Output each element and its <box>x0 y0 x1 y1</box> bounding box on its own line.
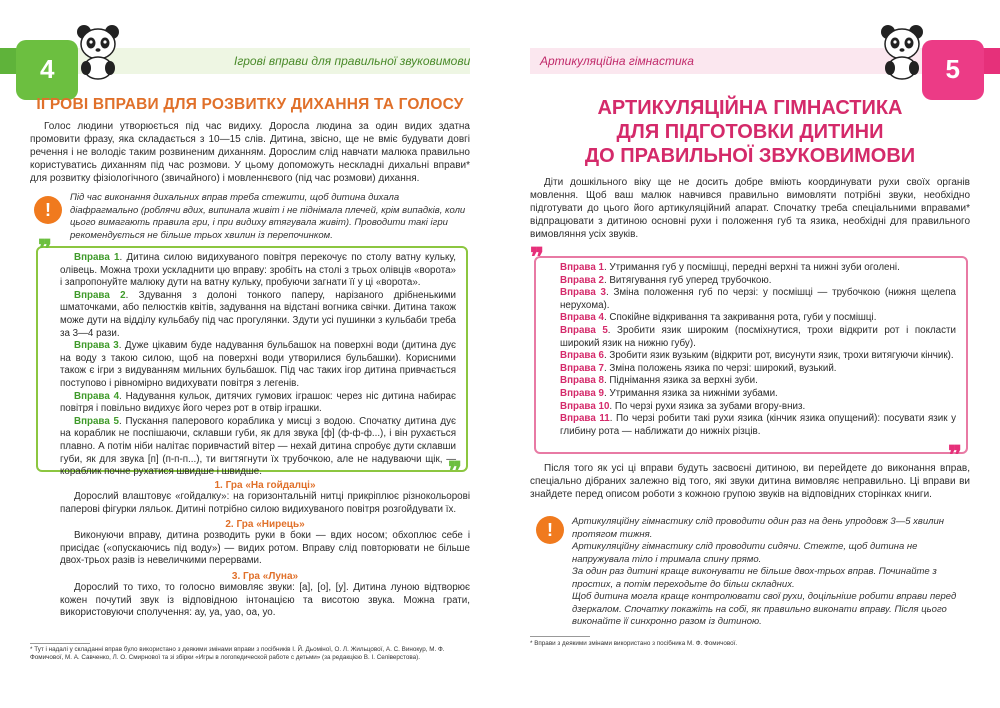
exercise-list <box>60 252 456 479</box>
footnote-divider <box>530 636 590 637</box>
header-title: Артикуляційна гімнастика <box>540 54 694 68</box>
warning-icon: ! <box>536 516 564 544</box>
exercise-item: Вправа 3. Зміна положення губ по черзі: у посмішці — трубочкою (нижня щелепа нерухома). <box>560 287 956 311</box>
exercise-item: Вправа 7. Зміна положень язика по черзі: широкий, вузький. <box>560 362 837 374</box>
note-item: Артикуляційну гімнастику слід проводити сидячи. Стежте, щоб дитина не напружувала тіло і тримала спину прямо. <box>572 541 918 565</box>
exercise-item: Вправа 3. Дуже цікавим буде надування бульбашок на поверхні води (дитина дує на воду з такою силою, щоб на поверхні води утворилися бульбашки). Корисними також є ігри з видуванням мильних бульбашок. Під час таких ігор дитина привчається поступово і рівномірно видихувати повітря з легенів. <box>60 340 456 389</box>
title-line: АРТИКУЛЯЦІЙНА ГІМНАСТИКА <box>597 97 903 119</box>
game-title: 3. Гра «Луна» <box>231 570 299 582</box>
exercise-item: Вправа 11. По черзі робити такі рухи язика (кінчик язика опущений): посувати язик у глибину рота — наближати до нижніх різців. <box>560 413 957 437</box>
game-text: Виконуючи вправу, дитина розводить руки в боки — вдих носом; обхоплює себе і присідає («опускаючись під воду») — видих ротом. Вправу слід повторювати не більше двох-трьох разів із невеличкими перервами. <box>60 530 470 567</box>
after-paragraph <box>530 462 970 501</box>
after-text: Після того як усі ці вправи будуть засвоєні дитиною, ви перейдете до виконання вправ, спеціально дібраних залежно від того, які звуки дитина вимовляє неправильно. Ці вправи ви знайдете перед описом роботи з кожною групою звуків на відповідних сторінках книги. <box>530 463 970 500</box>
panda-icon <box>878 22 926 80</box>
exercise-item: Вправа 6. Зробити язик вузьким (відкрити рот, висунути язик, трохи витягуючи кінчик). <box>560 350 954 362</box>
game-title: 2. Гра «Нирець» <box>225 519 305 531</box>
exercise-item: Вправа 10. По черзі рухи язика за зубами вгору-вниз. <box>560 400 806 412</box>
exercise-item: Вправа 1. Дитина силою видихуваного повітря перекочує по столу ватну кульку, олівець. Можна трохи ускладнити цю вправу: зробіть на столі з трьох олівців «ворота» і запропонуйте малюку дути на ватну кульку, пробуючи загнати її у ці «ворота». <box>60 252 456 289</box>
exercise-item: Вправа 2. Здування з долоні тонкого паперу, нарізаного дрібненькими шматочками, або пелюстків квітів, задування на відстані вогника свічки. Дитина також може дути на відділу кульбабу під час прогулянки. Здути усі пушинки з кульбаби треба за 3—4 рази. <box>60 289 456 339</box>
page-number: 5 <box>945 54 960 84</box>
panda-icon <box>74 22 122 80</box>
section-title: ІГРОВІ ВПРАВИ ДЛЯ РОЗВИТКУ ДИХАННЯ ТА ГОЛОСУ <box>36 96 464 113</box>
exercise-item: Вправа 9. Утримання язика за нижніми зубами. <box>560 387 778 399</box>
exercise-item: Вправа 2. Витягування губ уперед трубочкою. <box>560 274 772 286</box>
footnote: * Тут і надалі у складанні вправ було використано з деякими змінами вправи з посібників І. Й. Дьоміної, О. Л. Жильцової, А. С. Винокур, М. Ф. Фомичової, М. А. Савченко, Л. О. Смирнової та зі збірки «Игры в логопедической работе с детьми» (за редакцією В. І. Селіверстова). <box>30 646 445 662</box>
exercise-item: Вправа 4. Спокійне відкривання та закривання рота, губи у посмішці. <box>560 312 877 324</box>
gymnastics-notes <box>572 516 970 629</box>
intro-text: Діти дошкільного віку ще не досить добре вміють координувати рухи своїх органів мовлення. Щоб ваш малюк навчився правильно вимовляти потрібні звуки, необхідно підготувати до цього його артикуляційний апарат. Спочатку треба спеціальними вправами* відпрацювати з дитиною основні рухи і положення губ та язика, необхідні для правильного вимовляння усіх звуків. <box>530 177 970 240</box>
footnote: * Вправи з деякими змінами використано з посібника М. Ф. Фомичової. <box>530 640 738 647</box>
section-title <box>560 96 940 168</box>
quote-open-icon: ❞ <box>38 235 52 264</box>
exercise-item: Вправа 8. Піднімання язика за верхні зуби. <box>560 375 758 387</box>
game-text: Дорослий то тихо, то голосно вимовляє звуки: [а], [о], [у]. Дитина луною відтворює кожен почутий звук із відповідною інтонацією та висотою звука. Можна грати, використовуючи сполучення: ау, уа, уао, оа, уо. <box>60 581 470 619</box>
note-item: Щоб дитина могла краще контролювати свої рухи, доцільніше робити вправи перед дзеркалом. Спочатку покажіть на собі, як правильно виконати вправу. Після цього виконайте її синхронно разом із дитиною. <box>572 591 957 627</box>
intro-paragraph <box>530 176 970 241</box>
footnote-divider <box>30 643 90 644</box>
quote-close-icon: ❞ <box>448 457 462 486</box>
header-title: Ігрові вправи для правильної звуковимови <box>234 54 471 68</box>
note-item: За один раз дитині краще виконувати не більше двох-трьох вправ. Починайте з простих, а потім переходьте до більш складних. <box>572 566 937 590</box>
breathing-note: Під час виконання дихальних вправ треба стежити, щоб дитина дихала діафрагмально (роблячи вдих, випинала живіт і не піднімала плечей, крім випадків, коли цього вимагають правила гри, і при видиху втягувала живіт). Проводити такі ігри рекомендується не більше трьох хвилин із перепочинком. <box>70 192 466 241</box>
intro-text: Голос людини утворюється під час видиху. Доросла людина за один видих здатна промовити фразу, яка складається з 10—15 слів. Дитина, звісно, ще не вміє будувати довгі речення і не володіє таким розвиненим диханням. Дорослим слід навчати малюка правильно користуватись диханням під час розмови. У цьому допоможуть нескладні дихальні вправи* для розвитку фізіологічного (звичайного) і мовленнєвого (під час розмови) дихання. <box>30 121 470 184</box>
game-text: Дорослий влаштовує «гойдалку»: на горизонтальній нитці прикріплює різнокольорові паперові фігурки ляльок. Дитині потрібно силою видихуваного повітря розгойдувати їх. <box>60 491 470 515</box>
right-page <box>500 0 1000 708</box>
games-list <box>60 480 470 620</box>
note-item: Артикуляційну гімнастику слід проводити один раз на день упродовж 3—5 хвилин протягом тижня. <box>572 516 944 540</box>
warning-icon: ! <box>34 196 62 224</box>
page-number: 4 <box>40 54 55 84</box>
title-line: ДО ПРАВИЛЬНОЇ ЗВУКОВИМОВИ <box>584 145 916 167</box>
exercise-item: Вправа 5. Пускання паперового кораблика у мисці з водою. Спочатку дитина дує на кораблик не поспішаючи, склавши губи, як для звука [ф] (ф-ф-ф...), і він рухається плавно. А потім ніби налітає поривчастий вітер — нехай дитина спробує дути склавши губи, як для звука [п] (п-п-п...), ти вигтягнути їх трубочкою, але не надуваючи щік, — кораблик почне рухатися швидше і швидше. <box>60 415 456 478</box>
exercise-list <box>560 262 956 438</box>
exercise-item: Вправа 1. Утримання губ у посмішці, передні верхні та нижні зуби оголені. <box>560 262 900 273</box>
exercise-item: Вправа 5. Зробити язик широким (посміхнутися, трохи відкрити рот і покласти широкий язик на нижню губу). <box>560 324 956 349</box>
intro-paragraph <box>30 120 470 185</box>
quote-open-icon: ❞ <box>530 243 544 272</box>
title-line: ДЛЯ ПІДГОТОВКИ ДИТИНИ <box>616 121 884 143</box>
game-title: 1. Гра «На гойдалці» <box>214 480 316 491</box>
exercise-item: Вправа 4. Надування кульок, дитячих гумових іграшок: через ніс дитина набирає повітря і повільно видихує його через рот в отвір іграшки. <box>60 390 456 415</box>
quote-close-icon: ❞ <box>948 441 962 470</box>
